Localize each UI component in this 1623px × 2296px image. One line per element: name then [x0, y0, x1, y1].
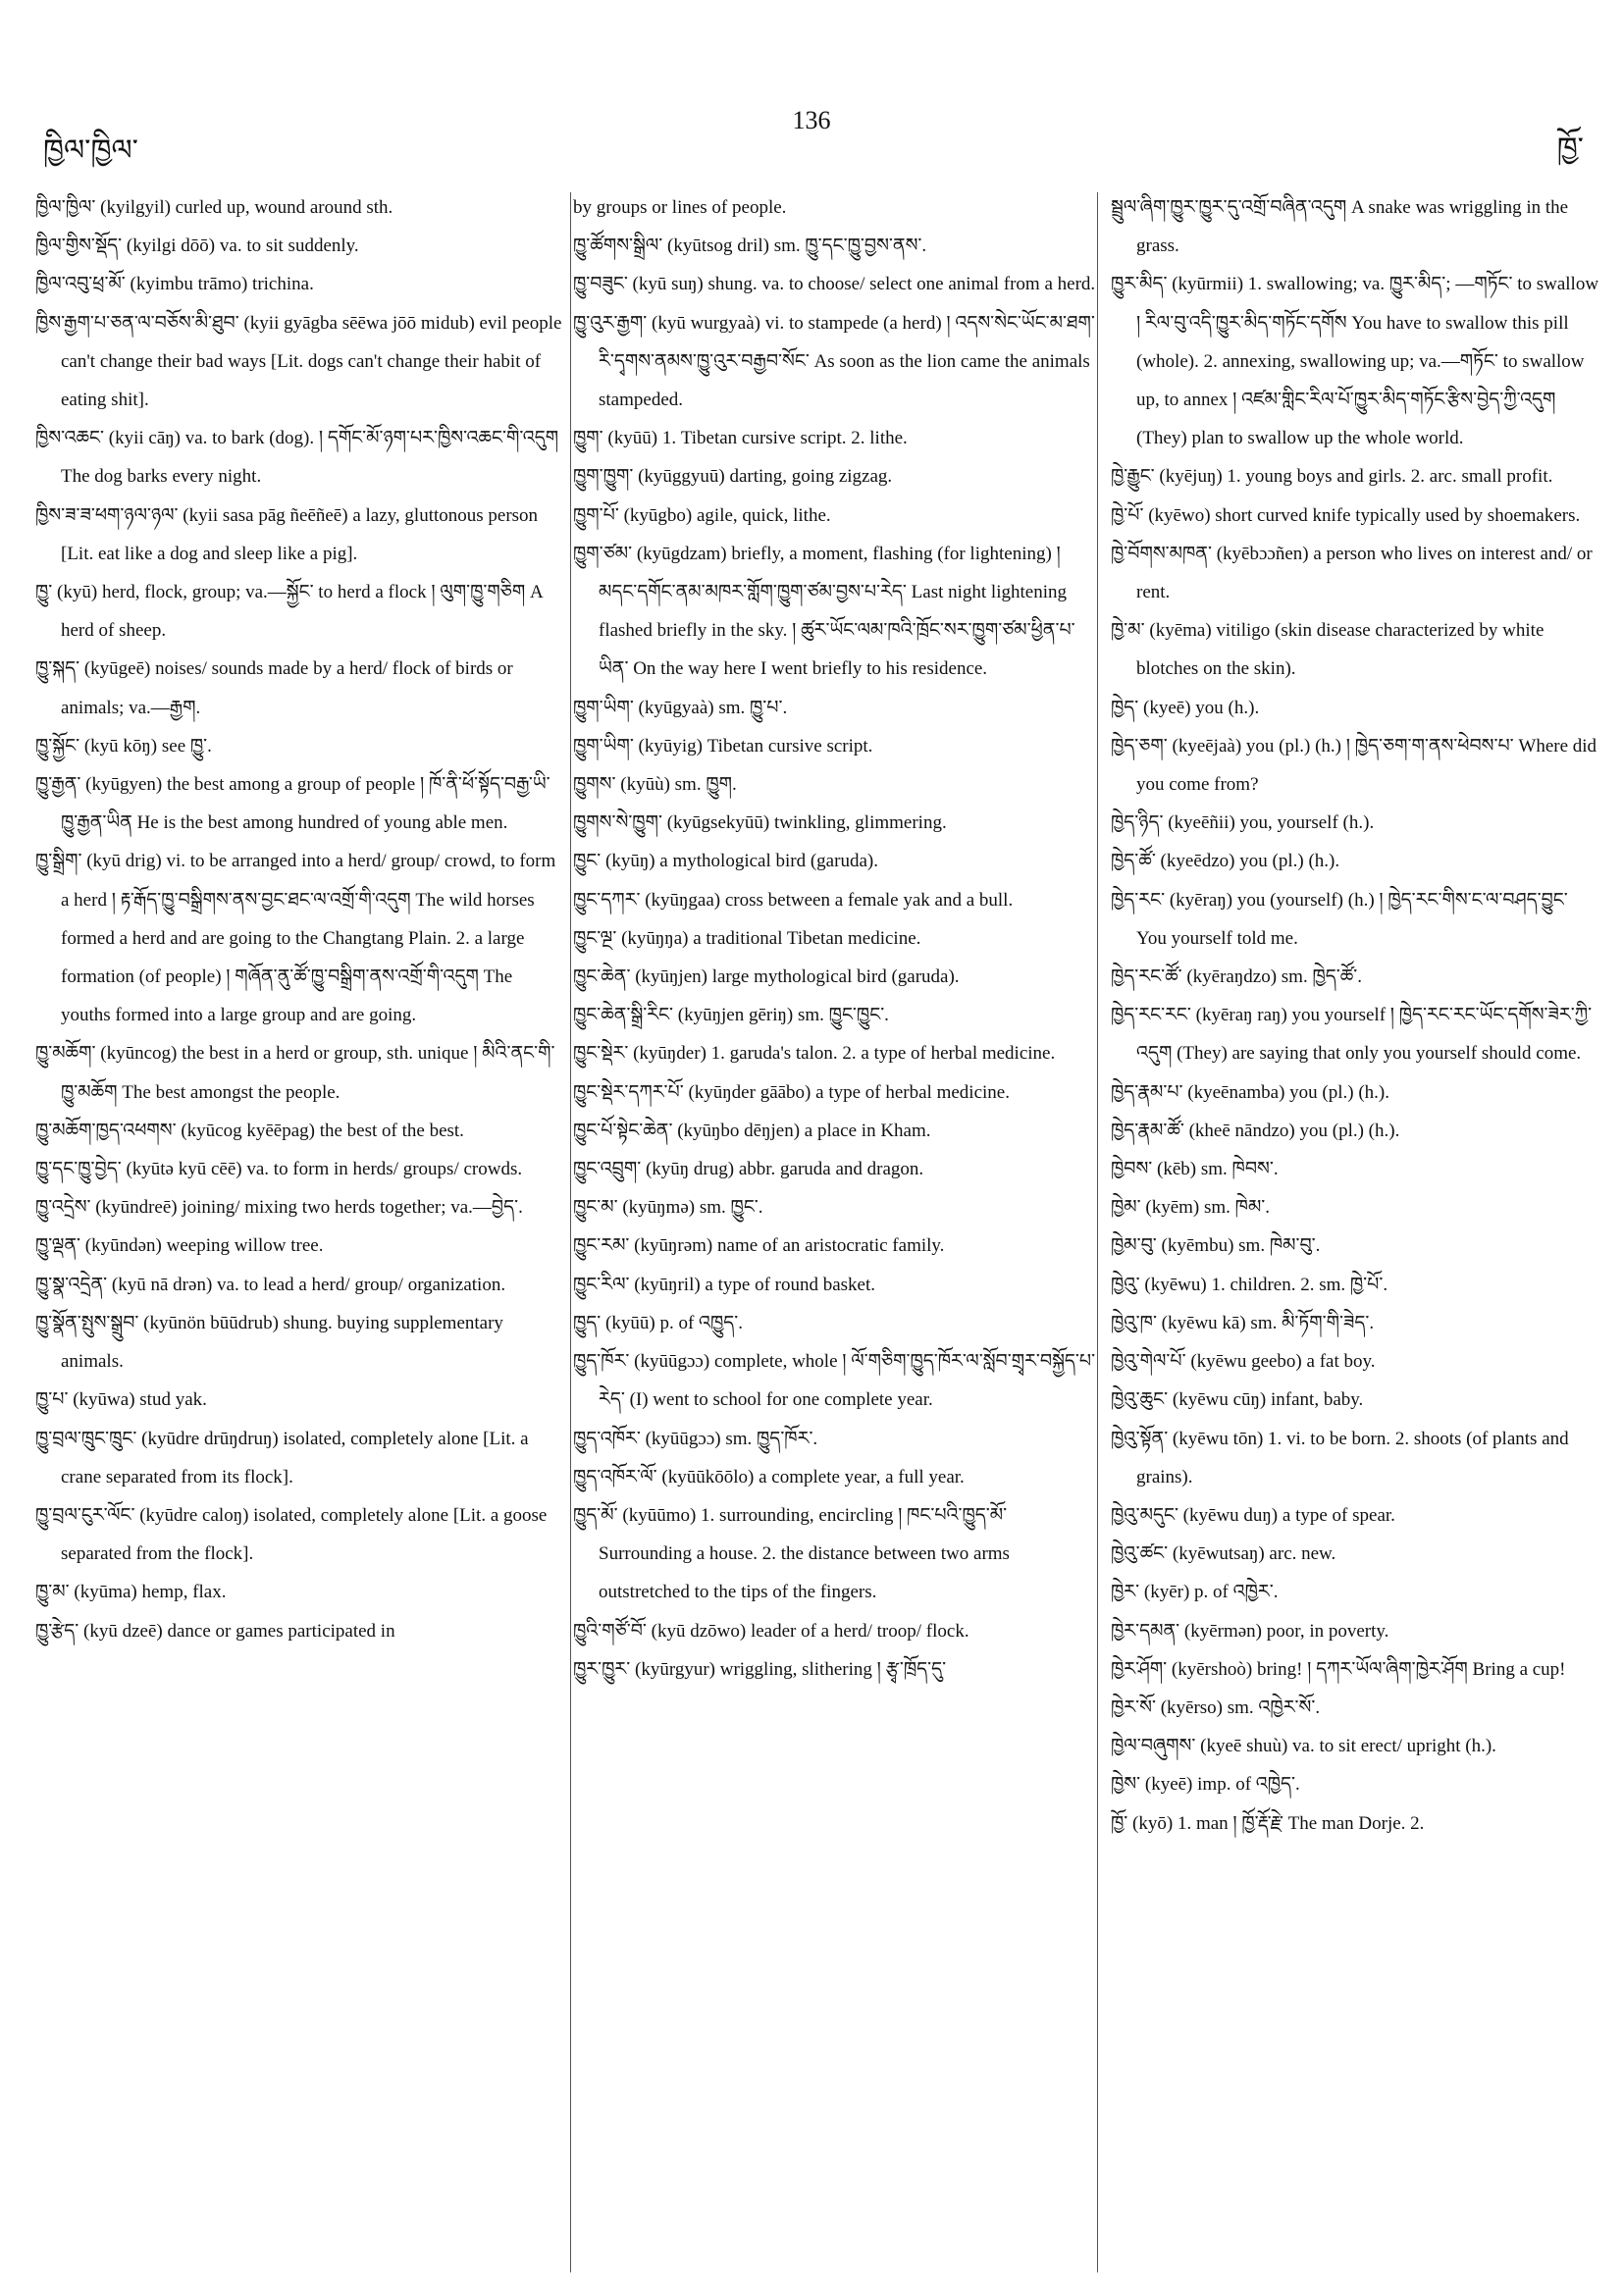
dictionary-entry: ཁྱུག་ཁྱུག་ (kyūggyuū) darting, going zigzag. — [573, 466, 893, 488]
dictionary-entry: ཁྱུད་འཁོར་ (kyūūgɔɔ) sm. ཁྱུད་ཁོར་. — [573, 1428, 818, 1449]
dictionary-entry: སྦྲུལ་ཞིག་ཁྱུར་ཁྱུར་དུ་འགྲོ་བཞིན་འདུག A snake was wriggling in the grass. — [1111, 197, 1569, 257]
dictionary-entry: ཁྱུང་པོ་སྟེང་ཆེན་ (kyūŋbo dēŋjen) a place in Kham. — [573, 1120, 931, 1141]
dictionary-entry: ཁྱེད་རང་ཚོ་ (kyēraŋdzo) sm. ཁྱེད་ཚོ་. — [1111, 966, 1363, 988]
dictionary-entry: ཁྱུ་སྒྲིག་ (kyū drig) vi. to be arranged into a herd/ group/ crowd, to form a herd ། རྟ་རྒོད་ཁྱུ་བསྒྲིགས་ནས་བྱང་ཐང་ལ་འགྲོ་གི་འདུག The wild horses formed a herd and are going to the Changtang Plain. 2. a large formation (of people) ། གཞོན་ནུ་ཚོ་ཁྱུ་བསྒྲིག་ནས་འགྲོ་གི་འདུག The youths formed into a large group and are going. — [35, 851, 556, 1026]
dictionary-entry: ཁྱུ་དང་ཁྱུ་བྱེད་ (kyūtə kyū cēē) va. to form in herds/ groups/ crowds. — [35, 1159, 523, 1180]
dictionary-entry: ཁྱུང་ (kyūŋ) a mythological bird (garuda). — [573, 851, 878, 872]
dictionary-entry: ཁྱུགས་ (kyūù) sm. ཁྱུག. — [573, 774, 737, 796]
dictionary-entry: by groups or lines of people. — [573, 197, 787, 218]
dictionary-entry: ཁྱུ་རྒྱན་ (kyūgyen) the best among a group of people ། ཁོ་ནི་ཕོ་སྟོད་བརྒྱ་ཡི་ཁྱུ་རྒྱན་ཡིན He is the best among hundred of young able men. — [35, 774, 550, 834]
dictionary-entry: ཁྱུག་ (kyūū) 1. Tibetan cursive script. 2. lithe. — [573, 428, 908, 449]
page-number: 136 — [792, 106, 831, 134]
dictionary-entry: ཁྱེད་ཉིད་ (kyeēñii) you, yourself (h.). — [1111, 812, 1375, 834]
dictionary-entry: ཁྱུ་མ་ (kyūma) hemp, flax. — [35, 1582, 227, 1603]
dictionary-entry: ཁྱུགས་སེ་ཁྱུག་ (kyūgsekyūū) twinkling, glimmering. — [573, 812, 947, 834]
left-guide-word: ཁྱིལ་ཁྱིལ་ — [43, 133, 138, 168]
dictionary-entry: ཁྱེའུ་མདུང་ (kyēwu duŋ) a type of spear. — [1111, 1504, 1395, 1526]
dictionary-entry: ཁྱུང་རིལ་ (kyūŋril) a type of round basket. — [573, 1274, 876, 1295]
dictionary-entry: ཁྱེའུ་སྟོན་ (kyēwu tōn) 1. vi. to be born. 2. shoots (of plants and grains). — [1111, 1428, 1569, 1487]
dictionary-entry: ཁྱུད་མོ་ (kyūūmo) 1. surrounding, encircling ། ཁང་པའི་ཁྱུད་མོ་ Surrounding a house. 2. the distance between two arms outstretched to the tips of the fingers. — [573, 1504, 1010, 1603]
right-guide-word: ཁྱོ་ — [1556, 131, 1584, 166]
dictionary-entry: ཁྱུ་ལྡན་ (kyūndən) weeping willow tree. — [35, 1235, 324, 1257]
dictionary-entry: ཁྱེམ་བུ་ (kyēmbu) sm. ཁེམ་བུ་. — [1111, 1235, 1321, 1257]
dictionary-entry: ཁྱུ་འདྲེས་ (kyūndreē) joining/ mixing two herds together; va.—བྱེད་. — [35, 1197, 523, 1219]
dictionary-entry: ཁྱུག་ཡིག་ (kyūyig) Tibetan cursive script. — [573, 735, 873, 757]
dictionary-entry: ཁྱུང་རམ་ (kyūŋrəm) name of an aristocratic family. — [573, 1235, 945, 1257]
dictionary-entry: ཁྱིས་ཟ་ཟ་ཕག་ཉལ་ཉལ་ (kyii sasa pāg ñeēñeē) a lazy, gluttonous person [Lit. eat like a dog and sleep like a pig]. — [35, 504, 539, 564]
dictionary-entry: ཁྱུ་པ་ (kyūwa) stud yak. — [35, 1389, 207, 1411]
dictionary-entry: ཁྱུ་སྣོན་སྤུས་སྒྲུབ་ (kyūnön būūdrub) shung. buying supplementary animals. — [35, 1312, 503, 1373]
dictionary-entry: ཁྱུ་བྲལ་ཁྲུང་ཁྲུང་ (kyūdre drūŋdruŋ) isolated, completely alone [Lit. a crane separated from its flock]. — [35, 1428, 529, 1487]
dictionary-entry: ཁྱུད་ཁོར་ (kyūūgɔɔ) complete, whole ། ལོ་གཅིག་ཁྱུད་ཁོར་ལ་སློབ་གྲྭར་བསྐྱོད་པ་རེད་ (I) went to school for one complete year. — [573, 1351, 1096, 1411]
dictionary-entry: ཁྱེར་སོ་ (kyērso) sm. འཁྱེར་སོ་. — [1111, 1696, 1321, 1718]
dictionary-entry: ཁྱུག་པོ་ (kyūgbo) agile, quick, lithe. — [573, 504, 831, 526]
dictionary-entry: ཁྱིས་འཆང་ (kyii cāŋ) va. to bark (dog). ། དགོང་མོ་ཉག་པར་ཁྱིས་འཆང་གི་འདུག The dog barks every night. — [35, 428, 559, 488]
dictionary-body — [35, 188, 1597, 2278]
column-right — [1111, 188, 1601, 2278]
dictionary-entry: ཁྱེད་རང་ (kyēraŋ) you (yourself) (h.) ། ཁྱེད་རང་གིས་ང་ལ་བཤད་བྱུང་ You yourself told me. — [1111, 889, 1568, 949]
dictionary-entry: ཁྱུང་འབྲུག་ (kyūŋ drug) abbr. garuda and dragon. — [573, 1159, 924, 1180]
dictionary-entry: ཁྱེད་རྣམ་ཚོ་ (kheē nāndzo) you (pl.) (h.). — [1111, 1120, 1400, 1141]
dictionary-entry: ཁྱོ་ (kyō) 1. man ། ཁྱོ་རྡོ་རྗེ་ The man Dorje. 2. — [1111, 1812, 1425, 1834]
dictionary-entry: ཁྱིལ་འབུ་ཕྲ་མོ་ (kyimbu trāmo) trichina. — [35, 274, 314, 295]
dictionary-entry: ཁྱུའི་གཙོ་བོ་ (kyū dzōwo) leader of a herd/ troop/ flock. — [573, 1620, 969, 1642]
dictionary-entry: ཁྱེ་པོ་ (kyēwo) short curved knife typically used by shoemakers. — [1111, 504, 1581, 526]
dictionary-entry: ཁྱུ་མཆོག་ (kyūncog) the best in a herd or group, sth. unique ། མིའི་ནང་གི་ཁྱུ་མཆོག The best amongst the people. — [35, 1043, 555, 1103]
dictionary-entry: ཁྱུར་ཁྱུར་ (kyūrgyur) wriggling, slithering ། རྩྭ་ཁྲོད་དུ་ — [573, 1658, 947, 1680]
dictionary-entry: ཁྱུ་མཆོག་ཁྱད་འཕགས་ (kyūcog kyēēpag) the best of the best. — [35, 1120, 464, 1141]
dictionary-entry: ཁྱེར་ (kyēr) p. of འཁྱེར་. — [1111, 1582, 1279, 1603]
column-left — [35, 188, 565, 2278]
dictionary-entry: ཁྱུ་སྐད་ (kyūgeē) noises/ sounds made by a herd/ flock of birds or animals; va.—རྒྱག. — [35, 658, 513, 718]
dictionary-entry: ཁྱེད་རང་རང་ (kyēraŋ raŋ) you yourself ། ཁྱེད་རང་རང་ཡོང་དགོས་ཟེར་ཀྱི་འདུག (They) are saying that only you yourself should come. — [1111, 1005, 1593, 1065]
dictionary-entry: ཁྱེད་ཚོ་ (kyeēdzo) you (pl.) (h.). — [1111, 851, 1340, 872]
dictionary-entry: ཁྱེལ་བཞུགས་ (kyeē shuù) va. to sit erect/ upright (h.). — [1111, 1736, 1496, 1757]
dictionary-entry: ཁྱེའུ་ཆུང་ (kyēwu cūŋ) infant, baby. — [1111, 1389, 1364, 1411]
dictionary-entry: ཁྱིས་རྒྱག་པ་ཅན་ལ་བཅོས་མི་ཐུབ་ (kyii gyāgba sēēwa jōō midub) evil people can't change their bad ways [Lit. dogs can't change their habit of eating shit]. — [35, 312, 562, 411]
dictionary-entry: ཁྱུང་སྡེར་ (kyūŋder) 1. garuda's talon. 2. a type of herbal medicine. — [573, 1043, 1056, 1065]
dictionary-entry: ཁྱུ་འུར་རྒྱག་ (kyū wurgyaà) vi. to stampede (a herd) ། འདས་སེང་ཡོང་མ་ཐག་རི་དྭགས་ནམས་ཁྱུ་འུར་བརྒྱབ་སོང་ As soon as the lion came the animals stampeded. — [573, 312, 1095, 411]
dictionary-entry: ཁྱེར་དམན་ (kyērmən) poor, in poverty. — [1111, 1620, 1389, 1642]
dictionary-entry: ཁྱུད་འཁོར་ལོ་ (kyūūkōōlo) a complete year, a full year. — [573, 1466, 965, 1487]
dictionary-entry: ཁྱུང་ཆེན་སྒྲི་རིང་ (kyūŋjen gēriŋ) sm. ཁྱུང་ཁྱུང་. — [573, 1005, 889, 1026]
dictionary-entry: ཁྱིལ་ཁྱིལ་ (kyilgyil) curled up, wound around sth. — [35, 197, 393, 218]
dictionary-entry: ཁྱུར་མིད་ (kyūrmii) 1. swallowing; va. ཁྱུར་མིད་; —གཏོང་ to swallow ། རིལ་བུ་འདི་ཁྱུར་མིད་གཏོང་དགོས You have to swallow this pill (whole). 2. annexing, swallowing up; va.—གཏོང་ to swallow up, to annex ། འཛམ་གླིང་རིལ་པོ་ཁྱུར་མིད་གཏོང་རྩིས་བྱེད་ཀྱི་འདུག (They) plan to swallow up the whole world. — [1111, 274, 1599, 449]
column-middle — [573, 188, 1103, 2278]
dictionary-entry: ཁྱུང་མ་ (kyūŋmə) sm. ཁྱུང་. — [573, 1197, 763, 1219]
dictionary-entry: ཁྱུ་སྣ་འདྲེན་ (kyū nā drən) va. to lead a herd/ group/ organization. — [35, 1274, 506, 1295]
dictionary-entry: ཁྱུ་ (kyū) herd, flock, group; va.—སྐྱོང་ to herd a flock ། ལུག་ཁྱུ་གཅིག A herd of sheep. — [35, 582, 543, 642]
dictionary-entry: ཁྱུ་བྲལ་ངུར་ལོང་ (kyūdre caloŋ) isolated, completely alone [Lit. a goose separated from the flock]. — [35, 1504, 548, 1565]
dictionary-entry: ཁྱེད་ཅག་ (kyeējaà) you (pl.) (h.) ། ཁྱེད་ཅག་ག་ནས་ཕེབས་པ་ Where did you come from? — [1111, 735, 1597, 796]
dictionary-entry: ཁྱུང་སྡེར་དཀར་པོ་ (kyūŋder gāābo) a type of herbal medicine. — [573, 1081, 1010, 1103]
dictionary-entry: ཁྱུ་ཚོགས་སྒྲིལ་ (kyūtsog dril) sm. ཁྱུ་དང་ཁྱུ་བྱས་ནས་. — [573, 235, 927, 257]
dictionary-entry: ཁྱེབས་ (kēb) sm. ཁེབས་. — [1111, 1159, 1279, 1180]
dictionary-entry: ཁྱེ་རྒྱུང་ (kyējuŋ) 1. young boys and girls. 2. arc. small profit. — [1111, 466, 1553, 488]
dictionary-entry: ཁྱུད་ (kyūū) p. of འཁྱུད་. — [573, 1312, 744, 1333]
dictionary-entry: ཁྱེའུ་གེལ་པོ་ (kyēwu geebo) a fat boy. — [1111, 1351, 1376, 1373]
dictionary-entry: ཁྱུ་སྐྱོང་ (kyū kōŋ) see ཁྱུ་. — [35, 735, 212, 757]
page-header — [0, 0, 1623, 186]
dictionary-entry: ཁྱེའུ་ཚང་ (kyēwutsaŋ) arc. new. — [1111, 1543, 1336, 1565]
dictionary-entry: ཁྱེད་རྣམ་པ་ (kyeēnamba) you (pl.) (h.). — [1111, 1081, 1390, 1103]
dictionary-entry: ཁྱུང་དཀར་ (kyūŋgaa) cross between a female yak and a bull. — [573, 889, 1014, 911]
dictionary-entry: ཁྱེད་ (kyeē) you (h.). — [1111, 697, 1260, 718]
dictionary-entry: ཁྱེས་ (kyeē) imp. of འཁྱེད་. — [1111, 1774, 1300, 1796]
dictionary-entry: ཁྱིལ་གྱིས་སྡོད་ (kyilgi dōō) va. to sit suddenly. — [35, 235, 359, 257]
dictionary-entry: ཁྱུང་ལྔ་ (kyūŋŋa) a traditional Tibetan medicine. — [573, 927, 921, 949]
dictionary-entry: ཁྱུག་ཙམ་ (kyūgdzam) briefly, a moment, flashing (for lightening) ། མདང་དགོང་ནམ་མཁར་གློག་ཁྱུག་ཙམ་བྱས་པ་རེད་ Last night lightening flashed briefly in the sky. ། ཚུར་ཡོང་ལམ་ཁའི་ཁྲོང་སར་ཁྱུག་ཙམ་ཕྱིན་པ་ཡིན་ On the way here I went briefly to his residence. — [573, 543, 1075, 680]
dictionary-entry: ཁྱེ་མ་ (kyēma) vitiligo (skin disease characterized by white blotches on the skin). — [1111, 620, 1544, 680]
dictionary-entry: ཁྱེའུ་ཁ་ (kyēwu kā) sm. མི་ཏོག་གི་ཟེད་. — [1111, 1312, 1375, 1333]
dictionary-entry: ཁྱེམ་ (kyēm) sm. ཁེམ་. — [1111, 1197, 1271, 1219]
dictionary-entry: ཁྱུག་ཡིག་ (kyūgyaà) sm. ཁྱུ་པ་. — [573, 697, 788, 718]
dictionary-entry: ཁྱེ་བོགས་མཁན་ (kyēbɔɔñen) a person who lives on interest and/ or rent. — [1111, 543, 1593, 603]
dictionary-entry: ཁྱུ་རྩེད་ (kyū dzeē) dance or games participated in — [35, 1620, 395, 1642]
dictionary-entry: ཁྱེའུ་ (kyēwu) 1. children. 2. sm. ཁྱེ་པོ་. — [1111, 1274, 1388, 1295]
dictionary-entry: ཁྱུ་བཟུང་ (kyū suŋ) shung. va. to choose/ select one animal from a herd. — [573, 274, 1096, 295]
dictionary-entry: ཁྱུང་ཆེན་ (kyūŋjen) large mythological bird (garuda). — [573, 966, 960, 988]
dictionary-entry: ཁྱེར་ཤོག་ (kyērshoò) bring! ། དཀར་ཡོལ་ཞིག་ཁྱེར་ཤོག Bring a cup! — [1111, 1658, 1566, 1680]
